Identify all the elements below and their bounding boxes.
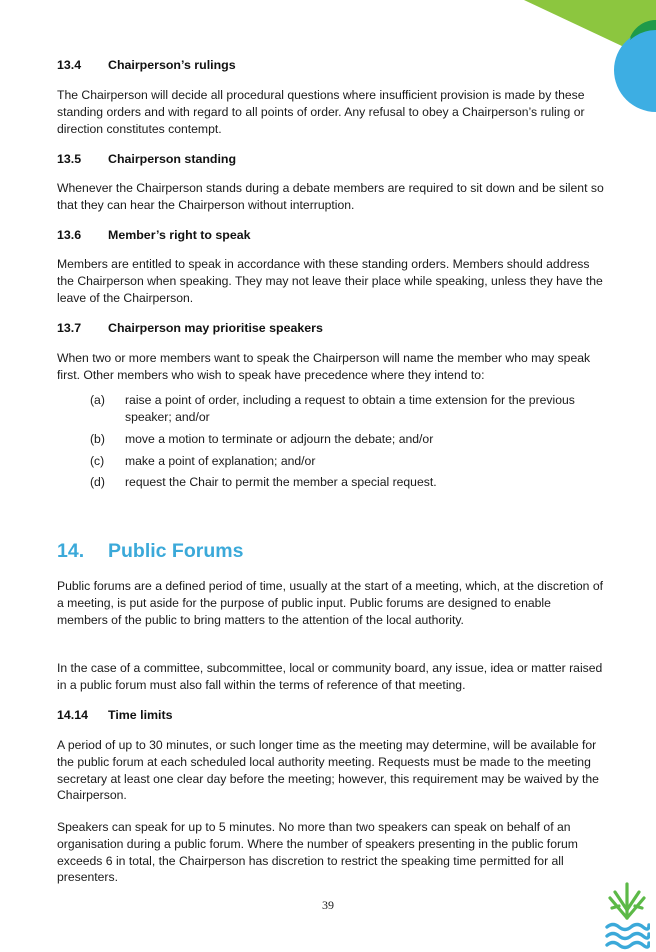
list-item-text: move a motion to terminate or adjourn the debate; and/or <box>125 432 434 446</box>
section-number: 13.7 <box>57 321 82 335</box>
section-number: 14. <box>57 540 85 562</box>
section-title: Chairperson standing <box>108 152 237 166</box>
section-number: 14.14 <box>57 708 89 722</box>
section-13-4-heading <box>57 58 605 72</box>
section-title: Chairperson may prioritise speakers <box>108 321 323 335</box>
list-item-text: request the Chair to permit the member a special request. <box>125 475 437 489</box>
section-13-7-body: When two or more members want to speak the Chairperson will name the member who may speak first. Other members who wish to speak have precedence where they intend to: <box>57 351 591 382</box>
section-13-7-heading <box>57 321 605 335</box>
section-14-14-para-2: Speakers can speak for up to 5 minutes. No more than two speakers can speak on behalf of an organisation during a public forum. Where the number of speakers presenting in the public forum exceeds 6 in total, the Chairperson has discretion to restrict the speaking time permitted for all presenters. <box>57 820 578 885</box>
council-logo-icon <box>604 880 650 950</box>
section-title: Time limits <box>108 708 173 722</box>
section-number: 13.4 <box>57 58 82 72</box>
section-14-para-1: Public forums are a defined period of time, usually at the start of a meeting, which, at the discretion of a meeting, is put aside for the purpose of public input. Public forums are designed to enable members of the public to bring matters to the attention of the local authority. <box>57 579 604 627</box>
section-title: Member’s right to speak <box>108 228 251 242</box>
list-item-label: (d) <box>90 475 105 489</box>
section-13-5-body: Whenever the Chairperson stands during a debate members are required to sit down and be silent so that they can hear the Chairperson without interruption. <box>57 181 604 212</box>
list-item <box>90 474 600 491</box>
list-item <box>90 392 600 426</box>
list-item <box>90 453 600 470</box>
section-14-heading <box>57 540 605 563</box>
list-item-label: (a) <box>90 393 105 407</box>
section-13-4-body: The Chairperson will decide all procedural questions where insufficient provision is made by these standing orders and with regard to all points of order. Any refusal to obey a Chairperson’s ruling or direction constitutes contempt. <box>57 88 585 136</box>
section-13-6-body: Members are entitled to speak in accordance with these standing orders. Members should address the Chairperson when speaking. They may not leave their place while speaking, unless they have the leave of the Chairperson. <box>57 257 603 305</box>
section-title: Chairperson’s rulings <box>108 58 236 72</box>
list-item-label: (b) <box>90 432 105 446</box>
section-14-14-heading <box>57 708 605 722</box>
section-number: 13.6 <box>57 228 82 242</box>
list-item <box>90 431 600 448</box>
section-number: 13.5 <box>57 152 82 166</box>
list-item-text: make a point of explanation; and/or <box>125 454 316 468</box>
section-title: Public Forums <box>108 540 244 562</box>
page-number: 39 <box>322 898 334 912</box>
list-item-text: raise a point of order, including a request to obtain a time extension for the previous speaker; and/or <box>125 393 575 424</box>
section-14-para-2: In the case of a committee, subcommittee, local or community board, any issue, idea or matter raised in a public forum must also fall within the terms of reference of that meeting. <box>57 661 603 692</box>
section-13-6-heading <box>57 228 605 242</box>
section-14-14-para-1: A period of up to 30 minutes, or such longer time as the meeting may determine, will be available for the public forum at each scheduled local authority meeting. Requests must be made to the meeting secretary at least one clear day before the meeting; however, this requirement may be waived by the Chairperson. <box>57 738 599 803</box>
list-item-label: (c) <box>90 454 105 468</box>
section-13-5-heading <box>57 152 605 166</box>
